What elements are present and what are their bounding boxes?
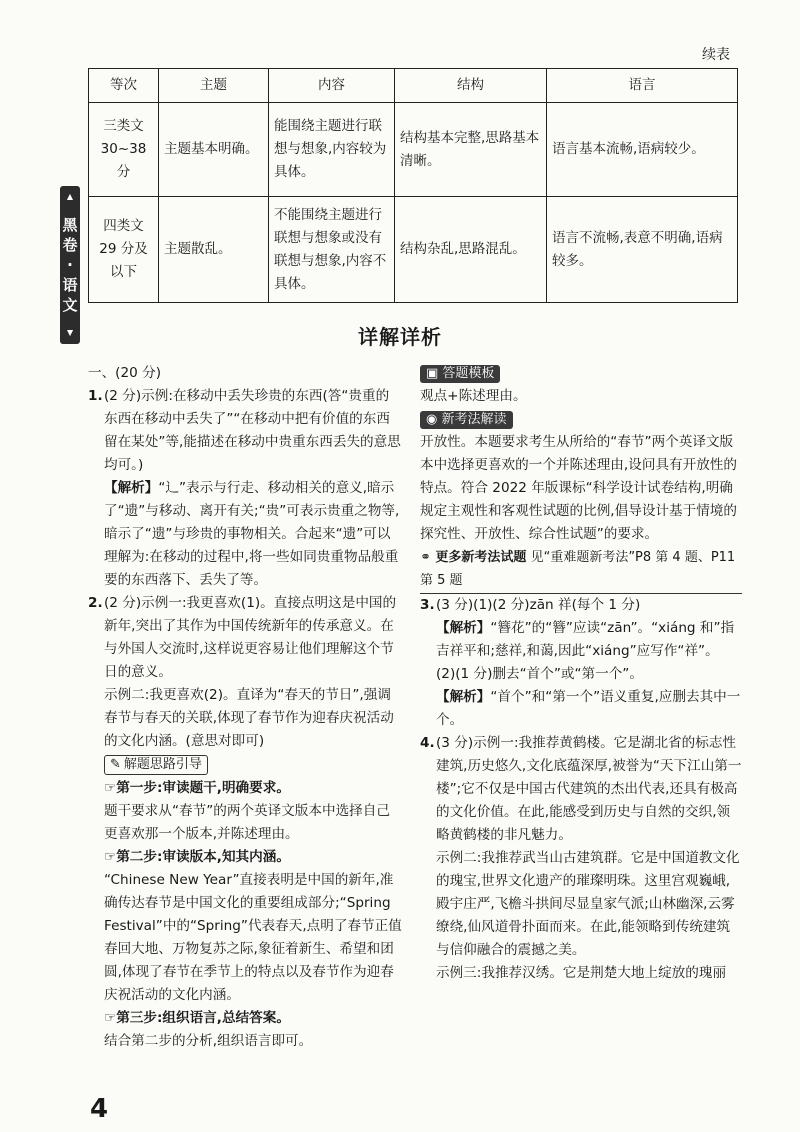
side-tab-char: · — [67, 256, 73, 274]
more-questions — [420, 546, 742, 594]
side-tab — [60, 186, 80, 344]
new-method-section — [420, 408, 742, 431]
side-tab-char: 语 — [62, 276, 78, 294]
section-heading: 一、(20 分) — [88, 365, 162, 381]
analysis-text: “辶”表示与行走、移动相关的意义,暗示了“遗”与移动、离开有关;“贵”可表示贵重之物等,暗示了“遗”与珍贵的事物相关。合起来“遗”可以理解为:在移动的过程中,将一些如同贵重物品般重要的东西落下、丢失了等。 — [104, 480, 400, 588]
new-method-box — [420, 411, 513, 429]
side-tab-char: 黑 — [62, 216, 78, 234]
page-number: 4 — [90, 1094, 109, 1124]
structure-cell: 结构基本完整,思路基本清晰。 — [395, 103, 547, 197]
step-3 — [88, 1007, 402, 1030]
arrow-up-icon: ▲ — [66, 192, 74, 201]
content-cell: 能围绕主题进行联想与想象,内容较为具体。 — [269, 103, 395, 197]
step-1-label: 第一步:审读题干,明确要求。 — [116, 780, 290, 796]
structure-cell: 结构杂乱,思路混乱。 — [395, 197, 547, 303]
more-label: 更多新考法试题 — [435, 550, 527, 565]
question-4 — [420, 732, 742, 847]
more-reference: 见“重难题新考法”P8 第 4 题、P11 第 5 题 — [420, 550, 736, 588]
link-icon: ⚭ — [420, 550, 436, 565]
side-tab-char: 卷 — [62, 236, 78, 254]
template-box-label: 答题模板 — [442, 366, 495, 381]
guide-section — [88, 753, 402, 777]
page-title: 详解详析 — [358, 325, 442, 349]
question-3-part-2: (2)(1 分)删去“首个”或“第一个”。 — [436, 666, 643, 682]
answer-text: (2 分)示例一:我更喜欢(1)。直接点明这是中国的新年,突出了其作为中国传统新年的传承意义。在与外国人交流时,这样说更容易让他们理解这个节日的意义。 — [104, 595, 397, 680]
left-column — [88, 362, 402, 1053]
theme-cell: 主题散乱。 — [159, 197, 269, 303]
header-structure: 结构 — [395, 69, 547, 103]
analysis-label: 【解析】 — [436, 620, 491, 636]
step-2-text: “Chinese New Year”直接表明是中国的新年,准确传达春节是中国文化的重要组成部分;“Spring Festival”中的“Spring”代表春天,点明了春节正值春回大地、万物复苏之际,象征着新生、希望和团圆,体现了春节在季节上的特点以及春节作为迎春庆祝活动的文化内涵。 — [104, 872, 402, 1003]
step-3-label: 第三步:组织语言,总结答案。 — [116, 1010, 290, 1026]
header-grade: 等次 — [89, 69, 159, 103]
guide-box-label: 解题思路引导 — [123, 757, 202, 772]
question-number: 2. — [88, 595, 103, 611]
bulb-icon: ◉ — [426, 412, 442, 427]
analysis-3-2 — [420, 686, 742, 732]
guide-box — [104, 755, 208, 775]
question-number: 4. — [420, 735, 435, 751]
step-2 — [88, 846, 402, 869]
edit-icon: ✎ — [110, 757, 121, 772]
answer-text: (3 分)示例一:我推荐黄鹤楼。它是湖北省的标志性建筑,历史悠久,文化底蕴深厚,被誉为“天下江山第一楼”;它不仅是中国古代建筑的杰出代表,还具有极高的文化价值。在此,能感受到历史与自然的交织,领略黄鹤楼的非凡魅力。 — [436, 735, 742, 843]
arrow-down-icon: ▲ — [66, 329, 74, 338]
language-cell: 语言不流畅,表意不明确,语病较多。 — [547, 197, 738, 303]
hand-icon: ☞ — [104, 780, 117, 796]
step-3-text: 结合第二步的分析,组织语言即可。 — [104, 1033, 313, 1049]
header-language: 语言 — [547, 69, 738, 103]
content-cell: 不能围绕主题进行联想与想象或没有联想与想象,内容不具体。 — [269, 197, 395, 303]
template-text: 观点+陈述理由。 — [420, 388, 527, 404]
grade-cell — [89, 103, 159, 197]
right-column — [420, 362, 742, 985]
grade-score: 30~38 分 — [100, 141, 147, 180]
question-4-example-2: 示例二:我推荐武当山古建筑群。它是中国道教文化的瑰宝,世界文化遗产的璀璨明珠。这里宫观巍峨,殿宇庄严,飞檐斗拱间尽显皇家气派;山林幽深,云雾缭绕,仙风道骨扑面而来。在此,能领略到传统建筑与信仰融合的震撼之美。 — [436, 850, 740, 958]
hand-icon: ☞ — [104, 849, 117, 865]
side-tab-char: 文 — [62, 296, 78, 314]
table-header-row — [89, 69, 738, 103]
analysis-label: 【解析】 — [436, 689, 491, 705]
table-row — [89, 197, 738, 303]
question-2-example-2: 示例二:我更喜欢(2)。直译为“春天的节日”,强调春节与春天的关联,体现了春节作为迎春庆祝活动的文化内涵。(意思对即可) — [104, 687, 394, 749]
analysis-1 — [88, 477, 402, 592]
analysis-text: “簪花”的“簪”应读“zān”。“xiáng 和”指吉祥平和;慈祥,和蔼,因此“xiáng”应写作“祥”。 — [436, 620, 735, 659]
header-theme: 主题 — [159, 69, 269, 103]
continued-label: 续表 — [702, 47, 730, 63]
question-4-example-3: 示例三:我推荐汉绣。它是荆楚大地上绽放的瑰丽 — [436, 965, 727, 981]
analysis-3-1 — [420, 617, 742, 663]
theme-cell: 主题基本明确。 — [159, 103, 269, 197]
answer-text: (3 分)(1)(2 分)zān 祥(每个 1 分) — [436, 597, 641, 613]
step-1-text: 题干要求从“春节”的两个英译文版本中选择自己更喜欢那一个版本,并陈述理由。 — [104, 803, 390, 842]
language-cell: 语言基本流畅,语病较少。 — [547, 103, 738, 197]
grade-name: 四类文 — [103, 218, 144, 234]
hand-icon: ☞ — [104, 1010, 117, 1026]
analysis-label: 【解析】 — [104, 480, 159, 496]
new-method-label: 新考法解读 — [441, 412, 507, 427]
question-2 — [88, 592, 402, 684]
question-number: 3. — [420, 597, 435, 613]
grading-table — [88, 68, 738, 303]
grade-cell — [89, 197, 159, 303]
book-icon: ▣ — [426, 366, 443, 381]
template-section — [420, 362, 742, 385]
step-2-label: 第二步:审读版本,知其内涵。 — [116, 849, 290, 865]
answer-text: (2 分)示例:在移动中丢失珍贵的东西(答“贵重的东西在移动中丢失了”“在移动中把有价值的东西留在某处”等,能描述在移动中贵重东西丢失的意思均可。) — [104, 388, 401, 473]
header-content: 内容 — [269, 69, 395, 103]
question-3 — [420, 594, 742, 617]
grade-score: 29 分及以下 — [99, 241, 148, 280]
question-1 — [88, 385, 402, 477]
table-row — [89, 103, 738, 197]
grade-name: 三类文 — [103, 118, 144, 134]
step-1 — [88, 777, 402, 800]
new-method-text: 开放性。本题要求考生从所给的“春节”两个英译文版本中选择更喜欢的一个并陈述理由,设问具有开放性的特点。符合 2022 年版课标“科学设计试卷结构,明确规定主观性和客观性试题的比例,倡导设计基于情境的探究性、开放性、综合性试题”的要求。 — [420, 434, 737, 542]
question-number: 1. — [88, 388, 103, 404]
analysis-text: “首个”和“第一个”语义重复,应删去其中一个。 — [436, 689, 741, 728]
template-box — [420, 365, 500, 383]
